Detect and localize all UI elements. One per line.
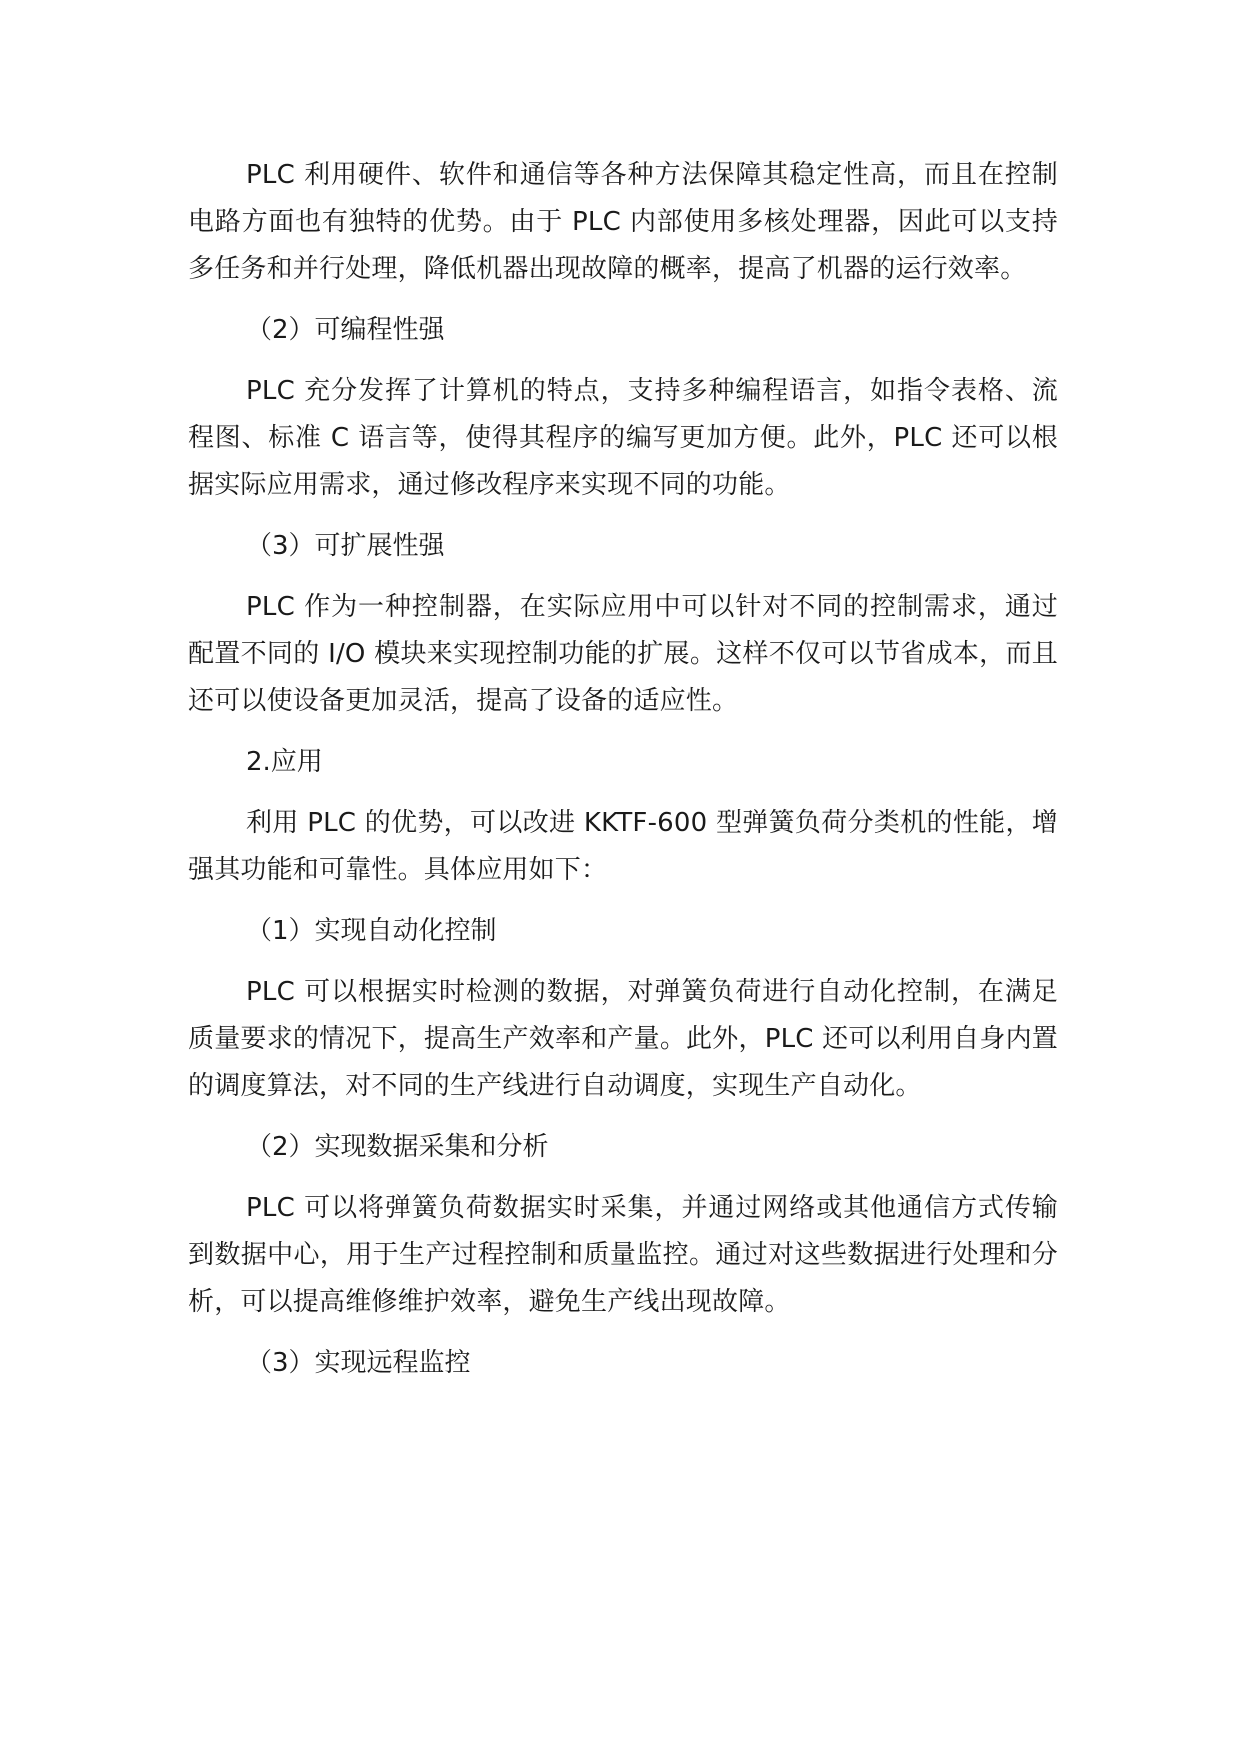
document-body (188, 152, 1058, 1401)
heading-data-collection: （2）实现数据采集和分析 (246, 1132, 549, 1162)
heading-extensibility: （3）可扩展性强 (246, 531, 445, 561)
heading-remote-monitoring: （3）实现远程监控 (246, 1348, 471, 1378)
paragraph-extensibility: PLC 作为一种控制器，在实际应用中可以针对不同的控制需求，通过配置不同的 I/O 模块来实现控制功能的扩展。这样不仅可以节省成本，而且还可以使设备更加灵活，提高了设备的适应性。 (188, 592, 1058, 716)
heading-application: 2.应用 (246, 747, 323, 777)
paragraph-programmability: PLC 充分发挥了计算机的特点，支持多种编程语言，如指令表格、流程图、标准 C 语言等，使得其程序的编写更加方便。此外，PLC 还可以根据实际应用需求，通过修改程序来实现不同的功能。 (188, 376, 1058, 500)
heading-programmability: （2）可编程性强 (246, 315, 445, 345)
paragraph-automation-control: PLC 可以根据实时检测的数据，对弹簧负荷进行自动化控制，在满足质量要求的情况下，提高生产效率和产量。此外，PLC 还可以利用自身内置的调度算法，对不同的生产线进行自动调度，实现生产自动化。 (188, 977, 1058, 1101)
paragraph-data-collection: PLC 可以将弹簧负荷数据实时采集，并通过网络或其他通信方式传输到数据中心，用于生产过程控制和质量监控。通过对这些数据进行处理和分析，可以提高维修维护效率，避免生产线出现故障。 (188, 1193, 1058, 1317)
paragraph-application-intro: 利用 PLC 的优势，可以改进 KKTF-600 型弹簧负荷分类机的性能，增强其功能和可靠性。具体应用如下： (188, 808, 1058, 885)
heading-automation-control: （1）实现自动化控制 (246, 916, 497, 946)
paragraph-plc-stability: PLC 利用硬件、软件和通信等各种方法保障其稳定性高，而且在控制电路方面也有独特的优势。由于 PLC 内部使用多核处理器，因此可以支持多任务和并行处理，降低机器出现故障的概率，提高了机器的运行效率。 (188, 160, 1058, 284)
